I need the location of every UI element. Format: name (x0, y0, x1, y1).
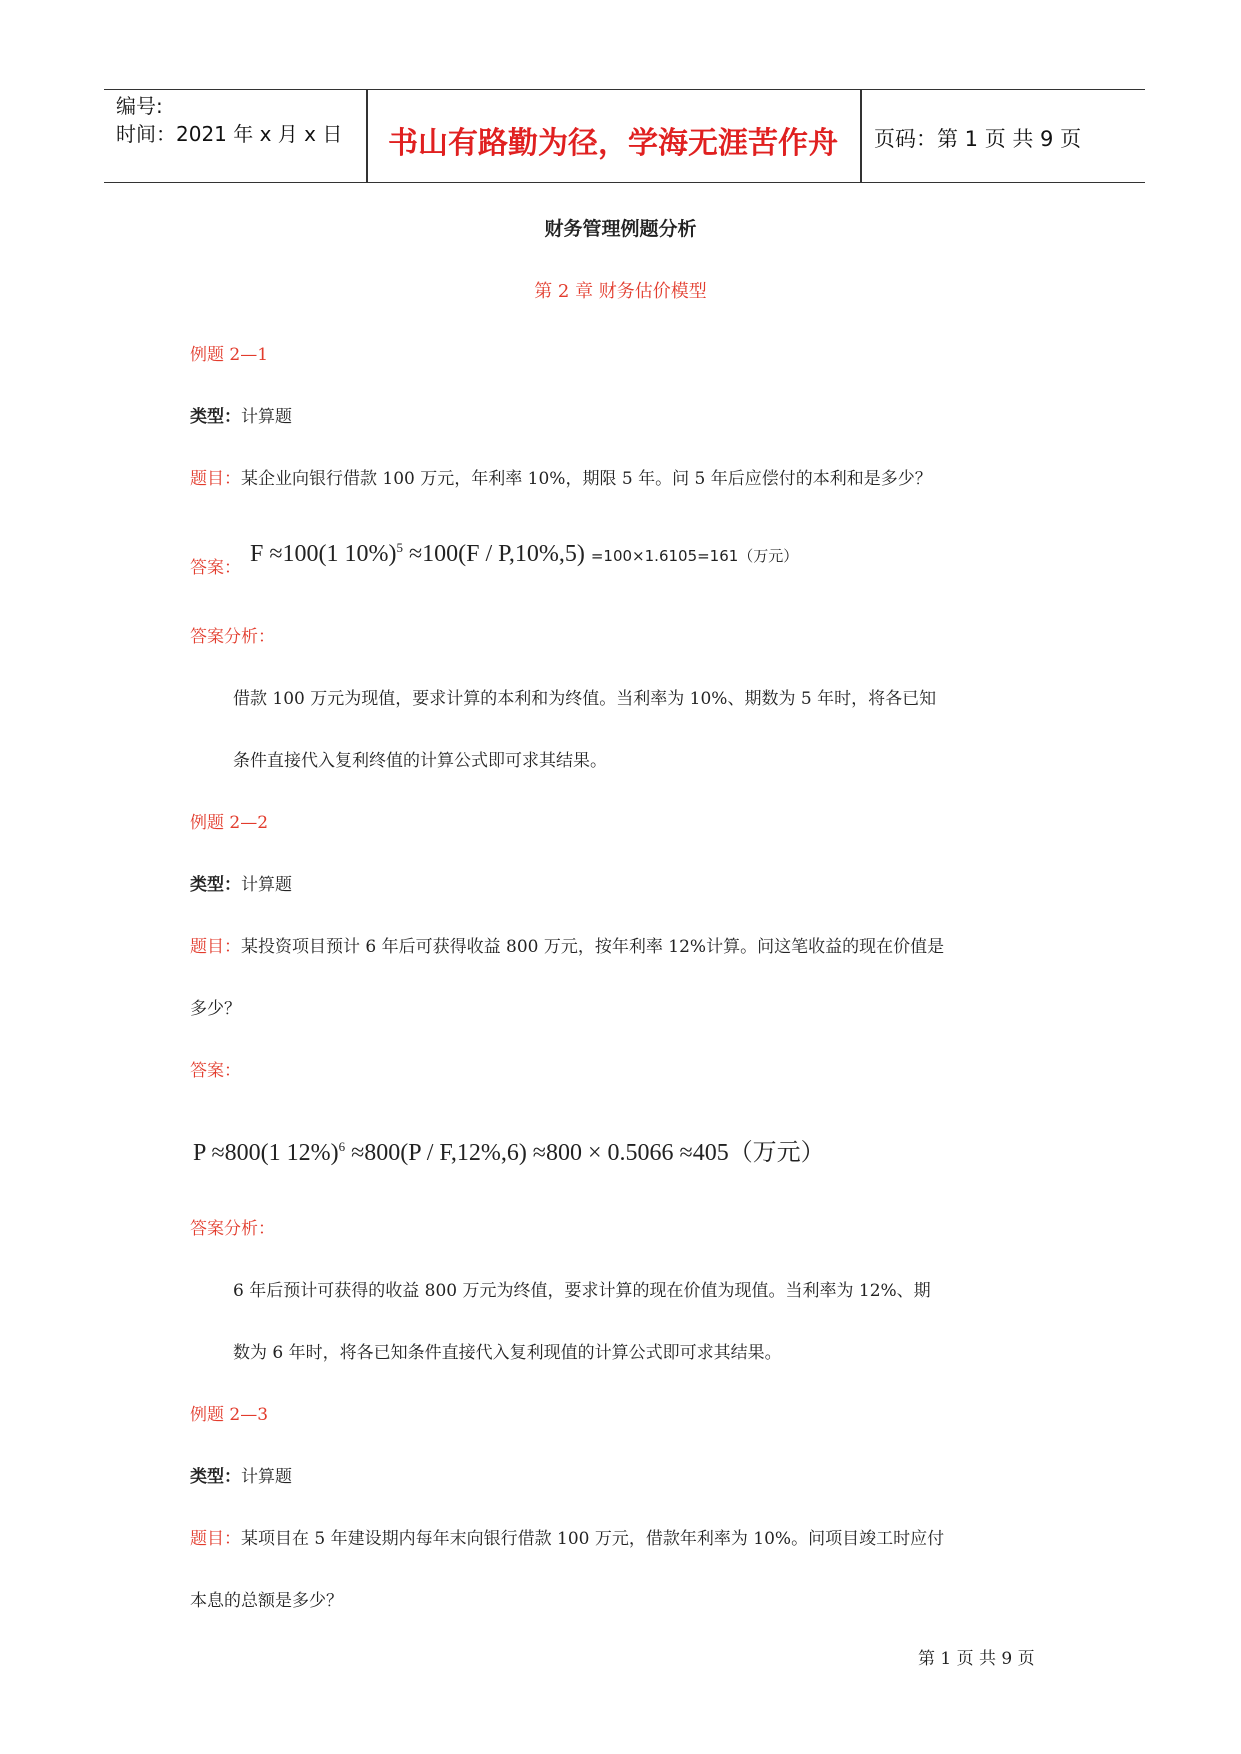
page-footer: 第 1 页 共 9 页 (918, 1649, 1035, 1669)
formula-exponent: 5 (396, 540, 403, 555)
type-value: 计算题 (241, 875, 292, 895)
example-heading: 例题 2—3 (190, 1405, 269, 1425)
formula-rest: ≈800(P / F,12%,6) ≈800 × 0.5066 ≈405（万元） (351, 1140, 825, 1166)
type-line (190, 1462, 292, 1487)
chapter-title: 第 2 章 财务估价模型 (534, 281, 707, 302)
analysis-text: 借款 100 万元为现值，要求计算的本利和为终值。当利率为 10%、期数为 5 年时，将各已知 (233, 689, 937, 709)
answer-formula (193, 1132, 825, 1167)
formula-exponent: 6 (338, 1139, 346, 1154)
question-text: 某企业向银行借款 100 万元，年利率 10%，期限 5 年。问 5 年后应偿付的本利和是多少？ (241, 469, 932, 489)
question-line (190, 464, 932, 489)
answer-label: 答案： (190, 558, 241, 578)
formula-middle: ≈100(F / P,10%,5) (409, 541, 585, 567)
time-label: 时间：2021 年 x 月 x 日 (116, 122, 343, 146)
type-value: 计算题 (241, 1467, 292, 1487)
question-text: 某投资项目预计 6 年后可获得收益 800 万元，按年利率 12%计算。问这笔收益的现在价值是 (241, 937, 945, 957)
question-text: 本息的总额是多少？ (190, 1591, 343, 1611)
type-line (190, 402, 292, 427)
question-text: 某项目在 5 年建设期内每年末向银行借款 100 万元，借款年利率为 10%。问项目竣工时应付 (241, 1529, 945, 1549)
number-label: 编号: (116, 94, 163, 118)
question-label: 题目： (190, 1529, 241, 1549)
type-line (190, 870, 292, 895)
type-label: 类型： (190, 875, 241, 895)
formula-result: =100×1.6105=161（万元） (590, 547, 799, 565)
analysis-label: 答案分析： (190, 627, 275, 647)
question-label: 题目： (190, 469, 241, 489)
example-heading: 例题 2—2 (190, 813, 269, 833)
formula-main: F ≈100(1 10%) (250, 541, 397, 567)
question-line (190, 932, 944, 957)
analysis-text: 条件直接代入复利终值的计算公式即可求其结果。 (233, 751, 607, 771)
type-label: 类型： (190, 1467, 241, 1487)
question-text: 多少？ (190, 999, 241, 1019)
answer-label: 答案： (190, 1061, 241, 1081)
formula-main: P ≈800(1 12%) (193, 1140, 339, 1166)
header-meta (116, 92, 342, 148)
type-value: 计算题 (241, 407, 292, 427)
document-title: 财务管理例题分析 (544, 218, 697, 240)
analysis-label: 答案分析： (190, 1219, 275, 1239)
header-motto: 书山有路勤为径，学海无涯苦作舟 (388, 126, 838, 161)
analysis-text: 数为 6 年时，将各已知条件直接代入复利现值的计算公式即可求其结果。 (233, 1343, 782, 1363)
analysis-text: 6 年后预计可获得的收益 800 万元为终值，要求计算的现在价值为现值。当利率为 12%、期 (233, 1281, 931, 1301)
header-page-info: 页码：第 1 页 共 9 页 (874, 127, 1082, 151)
question-line (190, 1524, 944, 1549)
type-label: 类型： (190, 407, 241, 427)
question-label: 题目： (190, 937, 241, 957)
example-heading: 例题 2—1 (190, 345, 269, 365)
answer-formula (250, 540, 798, 568)
document-header (104, 89, 1145, 183)
header-divider (860, 90, 862, 182)
